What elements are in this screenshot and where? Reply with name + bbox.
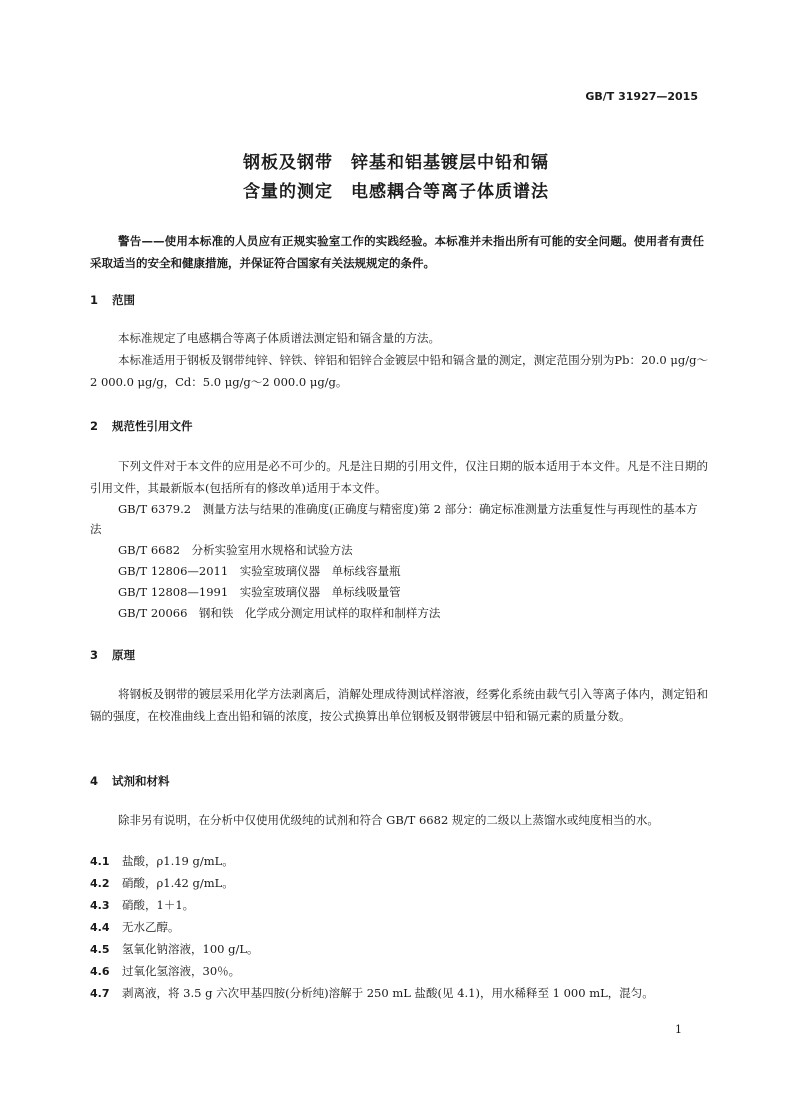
list-item: 4.6 过氧化氢溶液，30％。 xyxy=(90,964,241,978)
paragraph: 本标准规定了电感耦合等离子体质谱法测定铅和镉含量的方法。 xyxy=(118,331,440,345)
paragraph: 本标准适用于钢板及钢带纯锌、锌铁、锌铝和铝锌合金镀层中铅和镉含量的测定，测定范围分别为Pb：20.0 μg/g～2 000.0 μg/g，Cd：5.0 μg/g～2 000.0 μg/g。 xyxy=(90,353,708,389)
paragraph: 除非另有说明，在分析中仅使用优级纯的试剂和符合 GB/T 6682 规定的二级以上蒸馏水或纯度相当的水。 xyxy=(118,813,659,827)
section-title: 规范性引用文件 xyxy=(112,419,193,433)
reference-item: GB/T 20066 钢和铁 化学成分测定用试样的取样和制样方法 xyxy=(118,606,441,620)
reference-item: GB/T 12806—2011 实验室玻璃仪器 单标线容量瓶 xyxy=(118,564,401,578)
section-number: 4 xyxy=(90,774,99,788)
section-title: 范围 xyxy=(112,293,135,307)
list-item: 4.7 剥离液，将 3.5 g 六次甲基四胺(分析纯)溶解于 250 mL 盐酸(见 4.1)，用水稀释至 1 000 mL，混匀。 xyxy=(90,986,654,1000)
reference-item: GB/T 6682 分析实验室用水规格和试验方法 xyxy=(118,543,353,557)
list-item: 4.5 氢氧化钠溶液，100 g/L。 xyxy=(90,942,259,956)
section-heading-reagents xyxy=(90,773,170,789)
list-item: 4.4 无水乙醇。 xyxy=(90,920,180,934)
section-heading-normative-references xyxy=(90,418,193,434)
section-number: 2 xyxy=(90,419,99,433)
document-title-line1: 钢板及钢带 锌基和铝基镀层中铅和镉 xyxy=(243,153,549,173)
section-number: 3 xyxy=(90,648,99,662)
warning-paragraph: 警告——使用本标准的人员应有正规实验室工作的实践经验。本标准并未指出所有可能的安全问题。使用者有责任采取适当的安全和健康措施，并保证符合国家有关法规规定的条件。 xyxy=(90,234,704,270)
reference-item: GB/T 6379.2 测量方法与结果的准确度(正确度与精密度)第 2 部分：确定标准测量方法重复性与再现性的基本方法 xyxy=(90,502,698,536)
standard-code: GB/T 31927—2015 xyxy=(585,90,698,103)
list-item: 4.1 盐酸，ρ1.19 g/mL。 xyxy=(90,854,234,868)
page-number: 1 xyxy=(675,1023,682,1036)
section-title: 原理 xyxy=(112,648,135,662)
section-number: 1 xyxy=(90,293,99,307)
list-item: 4.3 硝酸，1＋1。 xyxy=(90,898,195,912)
paragraph: 下列文件对于本文件的应用是必不可少的。凡是注日期的引用文件，仅注日期的版本适用于本文件。凡是不注日期的引用文件，其最新版本(包括所有的修改单)适用于本文件。 xyxy=(90,459,708,495)
list-item: 4.2 硝酸，ρ1.42 g/mL。 xyxy=(90,876,234,890)
document-title-line2: 含量的测定 电感耦合等离子体质谱法 xyxy=(243,182,549,202)
paragraph: 将钢板及钢带的镀层采用化学方法剥离后，消解处理成待测试样溶液，经雾化系统由载气引入等离子体内，测定铅和镉的强度，在校准曲线上查出铅和镉的浓度，按公式换算出单位钢板及钢带镀层中铅和镉元素的质量分数。 xyxy=(90,687,708,723)
section-title: 试剂和材料 xyxy=(112,774,170,788)
reference-item: GB/T 12808—1991 实验室玻璃仪器 单标线吸量管 xyxy=(118,585,401,599)
section-heading-scope xyxy=(90,292,135,308)
section-heading-principle xyxy=(90,647,135,663)
